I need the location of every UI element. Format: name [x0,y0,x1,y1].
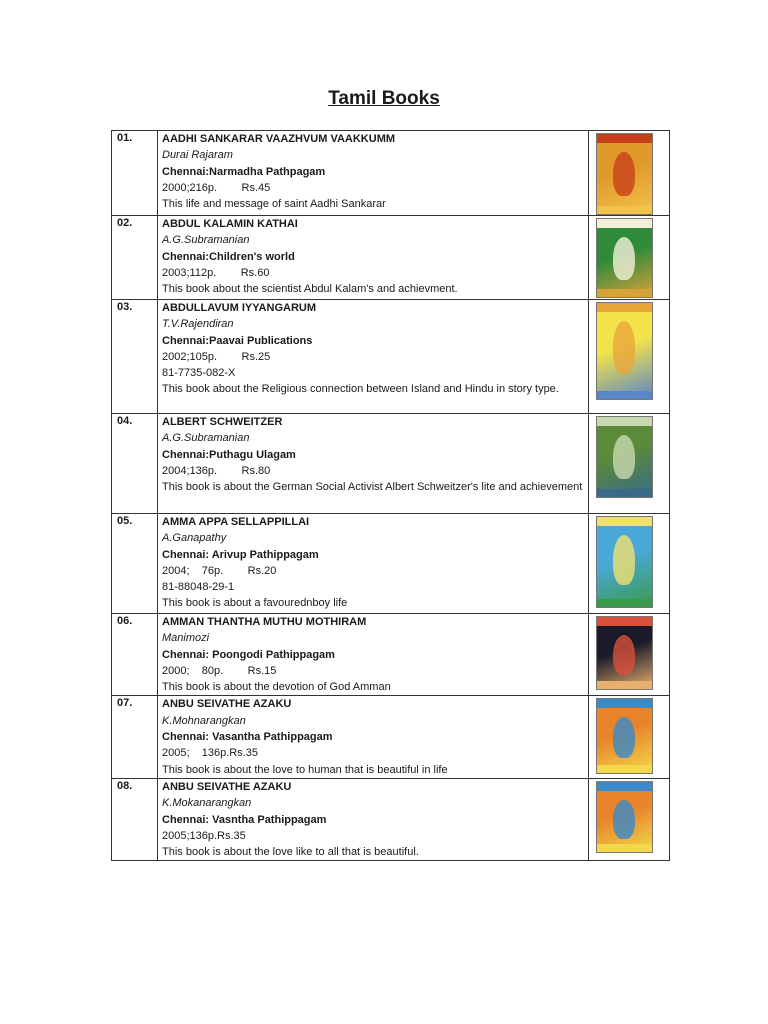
book-year-pages-price [162,265,584,281]
book-author: Durai Rajaram [162,149,233,162]
book-description: This book about the Religious connection between Island and Hindu in story type. [162,383,559,396]
cover-figure [613,237,635,280]
book-title: ANBU SEIVATHE AZAKU [162,780,292,793]
table-row [112,131,670,216]
table-row [112,614,670,696]
table-row [112,216,670,300]
cover-bottom-band [597,765,652,773]
cover-figure [613,717,635,758]
cover-bottom-band [597,489,652,497]
book-description: This book is about the devotion of God Amman [162,681,391,694]
book-cover-kids-icon [596,516,653,608]
book-description: This life and message of saint Aadhi Sankarar [162,198,386,211]
book-description: This book is about the love to human that is beautiful in life [162,763,448,776]
book-info [158,216,589,300]
book-publisher: Chennai: Poongodi Pathippagam [162,648,335,661]
cover-figure [613,800,635,839]
cover-bottom-band [597,289,652,297]
book-cover-orange-icon [596,781,653,853]
book-year-pages: 2004;136p. [162,464,218,477]
book-number: 04. [112,414,158,514]
book-info [158,131,589,216]
book-description: This book is about the love like to all that is beautiful. [162,846,419,859]
book-publisher: Chennai: Vasantha Pathippagam [162,731,333,744]
book-description: This book is about a favourednboy life [162,597,348,610]
book-year-pages-price [162,563,584,579]
book-year-pages: 2004; 76p. [162,564,224,577]
book-isbn: 81-7735-082-X [162,367,236,380]
cover-title-band [597,617,652,626]
cover-title-band [597,417,652,426]
book-publisher: Chennai:Children's world [162,250,295,263]
book-cover-cell [589,696,670,778]
book-author: K.Mokanarangkan [162,797,252,810]
book-number: 05. [112,514,158,614]
book-title: ANBU SEIVATHE AZAKU [162,698,292,711]
book-publisher: Chennai:Narmadha Pathpagam [162,165,326,178]
book-price: Rs.45 [241,181,271,194]
book-cover-cell [589,300,670,414]
book-title: ALBERT SCHWEITZER [162,416,283,428]
book-info [158,696,589,778]
cover-title-band [597,134,652,143]
book-price: Rs.60 [240,266,270,279]
cover-bottom-band [597,599,652,607]
book-price: Rs.25 [241,350,271,363]
book-number: 02. [112,216,158,300]
book-isbn: 81-88048-29-1 [162,581,235,594]
cover-title-band [597,517,652,526]
book-title: ABDUL KALAMIN KATHAI [162,218,298,230]
book-number: 07. [112,696,158,778]
cover-figure [613,535,635,585]
cover-bottom-band [597,681,652,689]
table-row [112,696,670,778]
book-cover-cell [589,514,670,614]
book-info [158,614,589,696]
book-cover-cell [589,778,670,860]
table-row [112,300,670,414]
book-author: A.G.Subramanian [162,234,250,247]
book-year-pages: 2002;105p. [162,350,218,363]
book-year-pages-price [162,463,584,479]
cover-figure [613,435,635,479]
book-number: 06. [112,614,158,696]
book-cover-goddess-icon [596,616,653,690]
cover-bottom-band [597,391,652,399]
book-year-pages-price [162,745,584,761]
book-year-pages: 2000; 80p. [162,664,224,677]
book-publisher: Chennai:Puthagu Ulagam [162,448,296,461]
book-cover-forest-icon [596,416,653,498]
book-info [158,414,589,514]
books-table [111,130,670,861]
cover-bottom-band [597,206,652,214]
book-cover-green-icon [596,218,653,298]
cover-title-band [597,303,652,312]
book-author: Manimozi [162,632,210,645]
book-info [158,300,589,414]
book-year-pages: 2005;136p.Rs.35 [162,829,246,842]
book-number: 08. [112,778,158,860]
book-info [158,514,589,614]
book-year-pages: 2003;112p. [162,266,217,279]
book-cover-sage-icon [596,133,653,215]
book-year-pages: 2000;216p. [162,181,218,194]
book-title: AMMA APPA SELLAPPILLAI [162,516,310,528]
cover-title-band [597,219,652,228]
book-description: This book is about the German Social Activist Albert Schweitzer's lite and achievement [162,481,583,494]
cover-title-band [597,782,652,791]
book-author: A.G.Subramanian [162,432,250,445]
book-publisher: Chennai: Vasntha Pathippagam [162,813,327,826]
table-row [112,778,670,860]
book-cover-cell [589,216,670,300]
cover-bottom-band [597,844,652,852]
book-info [158,778,589,860]
book-author: A.Ganapathy [162,532,227,545]
book-author: K.Mohnarangkan [162,714,246,727]
book-year-pages-price [162,663,584,679]
book-publisher: Chennai:Paavai Publications [162,334,313,347]
book-year-pages-price [162,180,584,196]
cover-figure [613,321,635,374]
page-title: Tamil Books [328,88,440,109]
book-description: This book about the scientist Abdul Kalam's and achievment. [162,283,458,296]
book-price: Rs.15 [247,664,277,677]
book-author: T.V.Rajendiran [162,318,234,331]
book-title: AADHI SANKARAR VAAZHVUM VAAKKUMM [162,133,396,145]
book-year-pages-price [162,349,584,365]
book-price: Rs.20 [247,564,277,577]
book-year-pages: 2005; 136p.Rs.35 [162,747,259,760]
table-row [112,514,670,614]
book-title: ABDULLAVUM IYYANGARUM [162,302,316,314]
book-number: 03. [112,300,158,414]
book-number: 01. [112,131,158,216]
book-title: AMMAN THANTHA MUTHU MOTHIRAM [162,616,367,628]
book-cover-cell [589,131,670,216]
book-cover-orange-icon [596,698,653,774]
book-price: Rs.80 [241,464,271,477]
table-row [112,414,670,514]
book-cover-yellow-icon [596,302,653,400]
book-publisher: Chennai: Arivup Pathippagam [162,548,319,561]
book-year-pages-price [162,828,584,844]
book-cover-cell [589,414,670,514]
cover-figure [613,635,635,675]
cover-figure [613,152,635,196]
book-cover-cell [589,614,670,696]
cover-title-band [597,699,652,708]
